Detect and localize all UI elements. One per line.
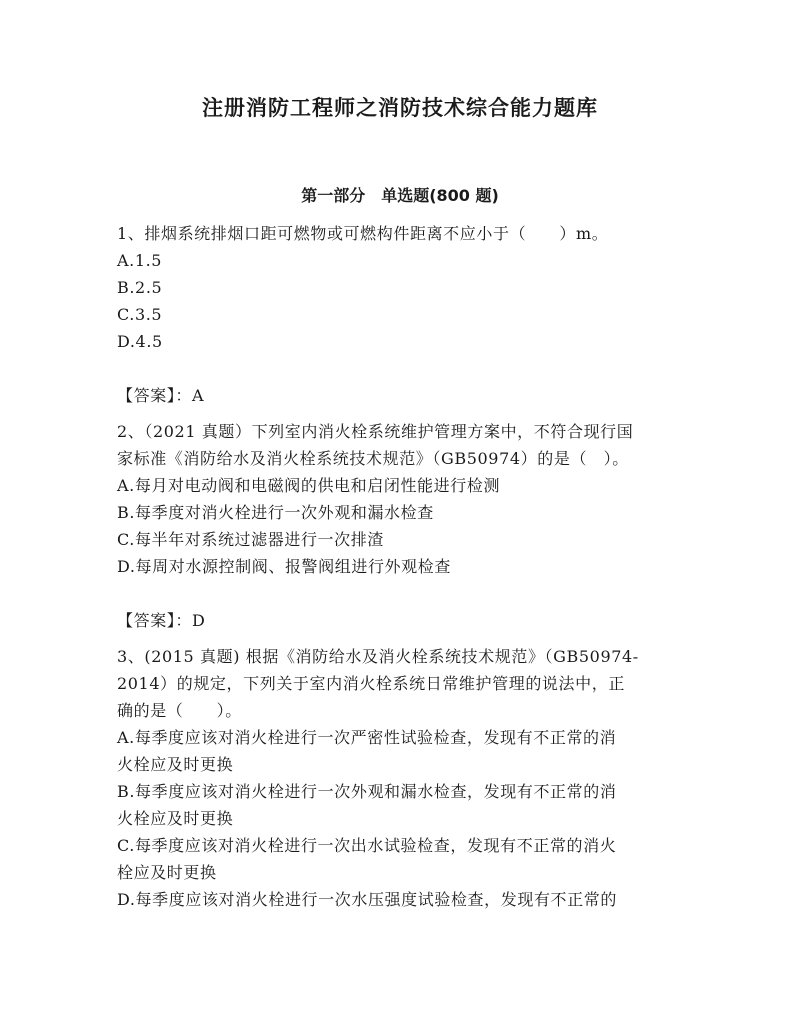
- question-3-option-b-line-1: B.每季度应该对消火栓进行一次外观和漏水检查，发现有不正常的消: [117, 782, 617, 801]
- question-2-option-a: A.每月对电动阀和电磁阀的供电和启闭性能进行检测: [117, 476, 501, 495]
- question-3-option-a-line-1: A.每季度应该对消火栓进行一次严密性试验检查，发现有不正常的消: [117, 728, 617, 747]
- question-2-answer: [117, 607, 677, 634]
- question-3-option-a-line-2: 火栓应及时更换: [117, 755, 234, 774]
- question-2-stem-line-1: 2、（2021 真题）下列室内消火栓系统维护管理方案中，不符合现行国: [117, 422, 634, 441]
- question-3-stem-line-1: 3、(2015 真题) 根据《消防给水及消火栓系统技术规范》（GB50974-: [117, 647, 639, 666]
- question-3-stem-line-2: 2014）的规定，下列关于室内消火栓系统日常维护管理的说法中，正: [117, 674, 625, 693]
- answer-value: D: [192, 611, 206, 630]
- question-1-option-c: C.3.5: [117, 305, 163, 324]
- question-2: [117, 418, 677, 634]
- question-3-option-c-line-1: C.每季度应该对消火栓进行一次出水试验检查，发现有不正常的消火: [117, 836, 617, 855]
- section-heading: 第一部分 单选题(800 题): [301, 186, 499, 205]
- question-2-option-d: D.每周对水源控制阀、报警阀组进行外观检查: [117, 557, 451, 576]
- document-title: 注册消防工程师之消防技术综合能力题库: [202, 96, 598, 120]
- answer-label: 【答案】：: [117, 386, 193, 405]
- question-3-option-b-line-2: 火栓应及时更换: [117, 809, 234, 828]
- answer-label: 【答案】：: [117, 611, 193, 630]
- question-2-stem-line-2: 家标准《消防给水及消火栓系统技术规范》（GB50974）的是（ ）。: [117, 449, 629, 468]
- question-1-option-b: B.2.5: [117, 278, 163, 297]
- answer-value: A: [192, 386, 205, 405]
- question-1-option-d: D.4.5: [117, 332, 163, 351]
- question-3-option-d-line-1: D.每季度应该对消火栓进行一次水压强度试验检查，发现有不正常的: [117, 890, 617, 909]
- question-1: [117, 220, 677, 409]
- question-2-option-c: C.每半年对系统过滤器进行一次排渣: [117, 530, 384, 549]
- question-3-stem-line-3: 确的是（ ）。: [117, 701, 242, 720]
- question-1-answer: [117, 382, 677, 409]
- question-2-option-b: B.每季度对消火栓进行一次外观和漏水检查: [117, 503, 434, 522]
- question-1-option-a: A.1.5: [117, 251, 163, 270]
- question-3: [117, 643, 677, 913]
- question-1-stem: 1、排烟系统排烟口距可燃物或可燃构件距离不应小于（ ）m。: [117, 224, 609, 243]
- question-3-option-c-line-2: 栓应及时更换: [117, 863, 217, 882]
- question-list: [117, 220, 677, 913]
